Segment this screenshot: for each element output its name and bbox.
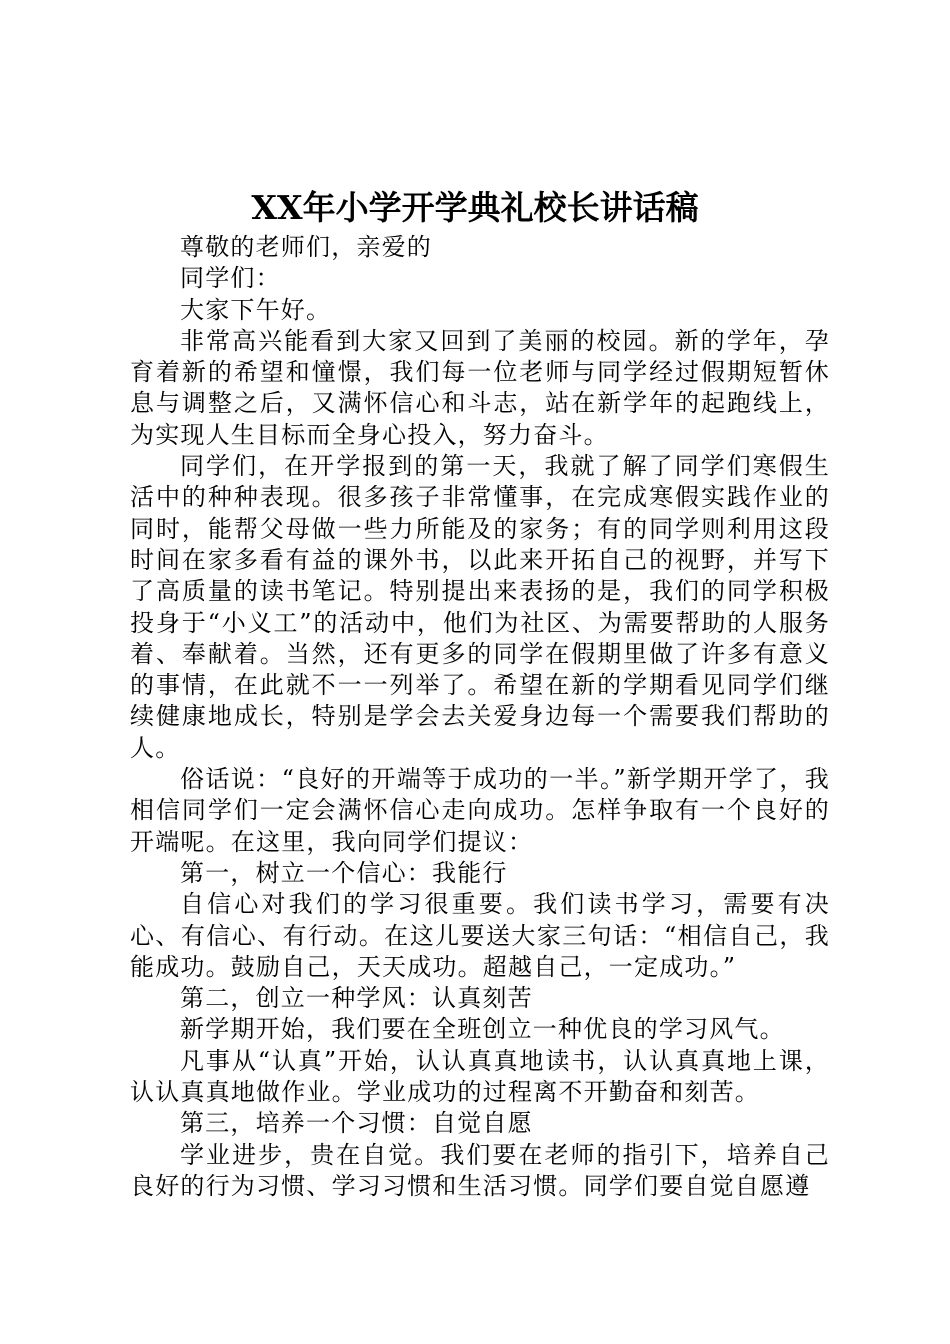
heading-point-3: 第三，培养一个习惯：自觉自愿 xyxy=(180,1109,533,1138)
heading-point-1: 第一，树立一个信心：我能行 xyxy=(180,858,508,887)
document-body xyxy=(130,232,830,1202)
paragraph-intro: 非常高兴能看到大家又回到了美丽的校园。新的学年，孕育着新的希望和憧憬，我们每一位老师与同学经过假期短暂休息与调整之后，又满怀信心和斗志，站在新学年的起跑线上，为实现人生目标而全身心投入，努力奋斗。 xyxy=(130,326,830,449)
paragraph-greeting-2: 同学们： xyxy=(180,264,281,293)
paragraph-proverb: 俗话说：“良好的开端等于成功的一半。”新学期开学了，我相信同学们一定会满怀信心走向成功。怎样争取有一个良好的开端呢。在这里，我向同学们提议： xyxy=(130,765,830,856)
heading-point-2: 第二，创立一种学风：认真刻苦 xyxy=(180,984,533,1013)
paragraph-greeting-3: 大家下午好。 xyxy=(180,295,332,324)
paragraph-greeting-1: 尊敬的老师们，亲爱的 xyxy=(180,233,432,261)
paragraph-holiday: 同学们，在开学报到的第一天，我就了解了同学们寒假生活中的种种表现。很多孩子非常懂事，在完成寒假实践作业的同时，能帮父母做一些力所能及的家务；有的同学则利用这段时间在家多看有益的课外书，以此来开拓自己的视野，并写下了高质量的读书笔记。特别提出来表扬的是，我们的同学积极投身于“小义工”的活动中，他们为社区、为需要帮助的人服务着、奉献着。当然，还有更多的同学在假期里做了许多有意义的事情，在此就不一一列举了。希望在新的学期看见同学们继续健康地成长，特别是学会去关爱身边每一个需要我们帮助的人。 xyxy=(130,452,830,762)
paragraph-point-2b: 凡事从“认真”开始，认认真真地读书，认认真真地上课，认认真真地做作业。学业成功的过程离不开勤奋和刻苦。 xyxy=(130,1046,830,1107)
paragraph-point-2a: 新学期开始，我们要在全班创立一种优良的学习风气。 xyxy=(180,1015,785,1044)
paragraph-point-1: 自信心对我们的学习很重要。我们读书学习，需要有决心、有信心、有行动。在这儿要送大家三句话：“相信自己，我能成功。鼓励自己，天天成功。超越自己，一定成功。” xyxy=(130,890,830,981)
paragraph-point-3: 学业进步，贵在自觉。我们要在老师的指引下，培养自己良好的行为习惯、学习习惯和生活习惯。同学们要自觉自愿遵 xyxy=(130,1140,830,1200)
document-title: XX年小学开学典礼校长讲话稿 xyxy=(251,188,699,227)
